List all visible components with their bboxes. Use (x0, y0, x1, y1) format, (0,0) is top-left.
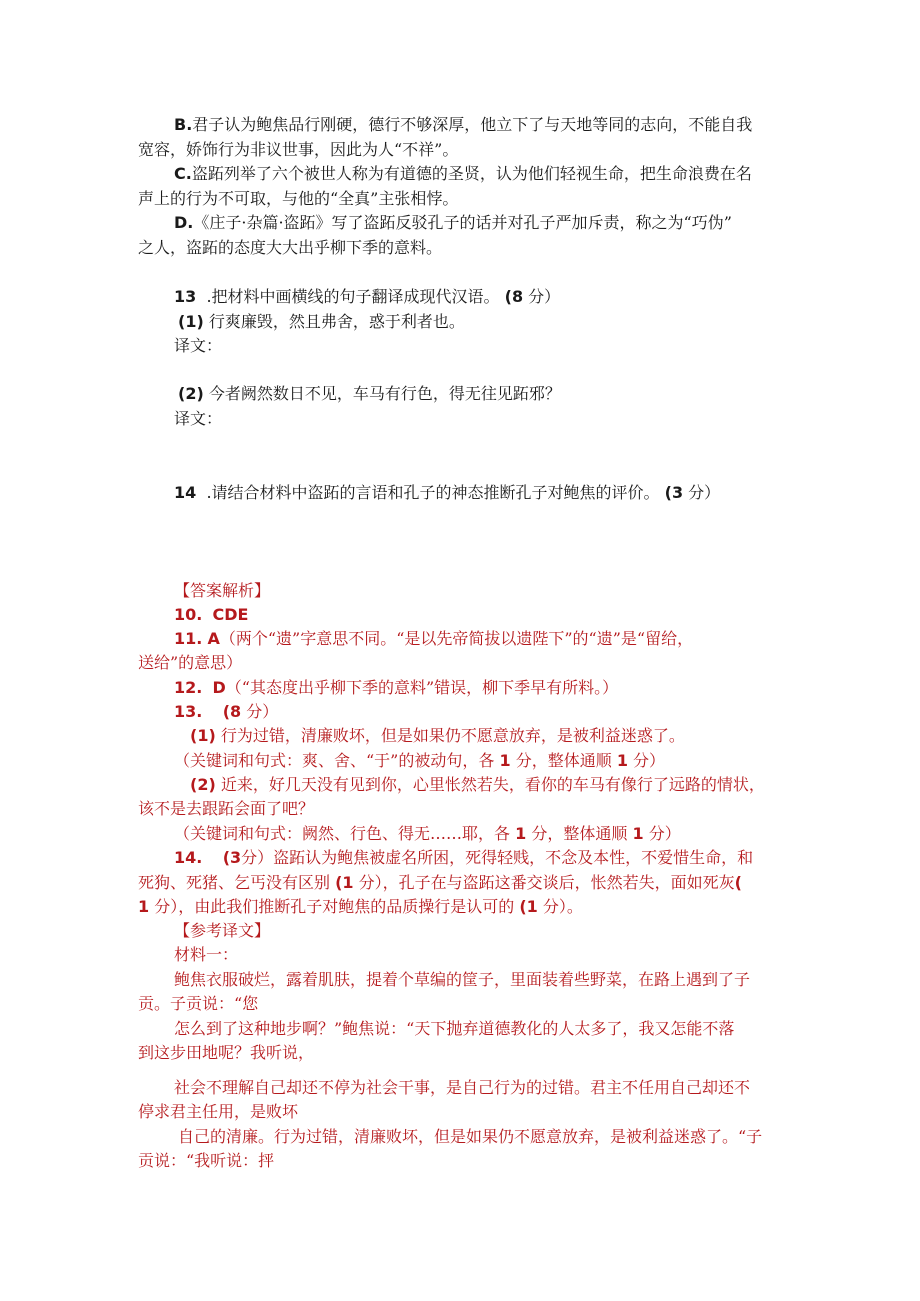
option-d-line1: D.《庄子·杂篇·盗跖》写了盗跖反驳孔子的话并对孔子严加斥责，称之为“巧伪” (174, 213, 732, 232)
option-c-line2: 声上的行为不可取，与他的“全真”主张相悖。 (138, 189, 459, 208)
translation-p4-line2: 贡说：“我听说：抨 (138, 1151, 275, 1170)
option-d-line2: 之人，盗跖的态度大大出乎柳下季的意料。 (138, 238, 443, 257)
answer-13-keywords-2: （关键词和句式：阙然、行色、得无……耶，各 1 分，整体通顺 1 分） (174, 824, 681, 843)
answer-13-sentence-1: (1) 行为过错，清廉败坏，但是如果仍不愿意放弃，是被利益迷惑了。 (190, 726, 685, 745)
option-b-label: B. (174, 115, 193, 134)
option-c-label: C. (174, 164, 192, 183)
option-d-label: D. (174, 213, 194, 232)
answer-14-line3: 1 分），由此我们推断孔子对鲍焦的品质操行是认可的 (1 分）。 (138, 897, 583, 916)
option-c-line1: C.盗跖列举了六个被世人称为有道德的圣贤，认为他们轻视生命，把生命浪费在名 (174, 164, 752, 183)
option-b-line1: B.君子认为鲍焦品行刚硬，德行不够深厚，他立下了与天地等同的志向，不能自我 (174, 115, 753, 134)
answer-12: 12. D（“其态度出乎柳下季的意料”错误，柳下季早有所料。） (174, 678, 619, 697)
translation-p2-line1: 怎么到了这种地步啊？”鲍焦说：“天下抛弃道德教化的人太多了，我又怎能不落 (174, 1019, 735, 1038)
answer-14-line1: 14. (3分）盗跖认为鲍焦被虚名所困，死得轻贱，不念及本性，不爱惜生命，和 (174, 848, 754, 867)
answer-11-line1: 11. A（两个“遗”字意思不同。“是以先帝简拔以遗陛下”的“遗”是“留给， (174, 629, 694, 648)
answer-11-line2: 送给”的意思） (138, 653, 243, 672)
answers-heading: 【答案解析】 (174, 581, 271, 600)
answer-13-keywords-1: （关键词和句式：爽、舍、“于”的被动句，各 1 分，整体通顺 1 分） (174, 751, 666, 770)
translation-p2-line2: 到这步田地呢？我听说， (138, 1043, 315, 1062)
answer-13-sentence-2-line2: 该不是去跟跖会面了吧？ (138, 799, 315, 818)
answer-14-line2: 死狗、死猪、乞丐没有区别 (1 分），孔子在与盗跖这番交谈后，怅然若失，面如死灰( (138, 873, 742, 892)
q14-number: 14 (174, 483, 197, 502)
answer-13-heading: 13. (8 分） (174, 702, 279, 721)
q13-translation-label-2: 译文： (174, 409, 223, 428)
translation-p1-line2: 贡。子贡说：“您 (138, 994, 259, 1013)
answer-13-sentence-2-line1: (2) 近来，好几天没有见到你，心里怅然若失，看你的车马有像行了远路的情状， (190, 775, 765, 794)
translation-p1-line1: 鲍焦衣服破烂，露着肌肤，提着个草编的筐子，里面装着些野菜，在路上遇到了子 (174, 970, 751, 989)
q13-number: 13 (174, 287, 197, 306)
translation-material-label: 材料一： (174, 945, 239, 964)
question-14: 14 .请结合材料中盗跖的言语和孔子的神态推断孔子对鲍焦的评价。 (3 分） (174, 483, 721, 502)
translation-p4-line1: 自己的清廉。行为过错，清廉败坏，但是如果仍不愿意放弃，是被利益迷惑了。“子 (178, 1127, 763, 1146)
q13-translation-label-1: 译文： (174, 336, 223, 355)
translation-p3-line1: 社会不理解自己却还不停为社会干事，是自己行为的过错。君主不任用自己却还不 (174, 1078, 751, 1097)
question-13: 13 .把材料中画横线的句子翻译成现代汉语。 (8 分） (174, 287, 561, 306)
q13-sentence-2: (2) 今者阙然数日不见，车马有行色，得无往见跖邪？ (178, 384, 561, 403)
translation-p3-line2: 停求君主任用，是败坏 (138, 1102, 299, 1121)
translation-heading: 【参考译文】 (174, 921, 271, 940)
answer-10: 10. CDE (174, 605, 249, 624)
q13-sentence-1: (1) 行爽廉毁，然且弗舍，惑于利者也。 (178, 312, 465, 331)
option-b-line2: 宽容，娇饰行为非议世事，因此为人“不祥”。 (138, 140, 459, 159)
